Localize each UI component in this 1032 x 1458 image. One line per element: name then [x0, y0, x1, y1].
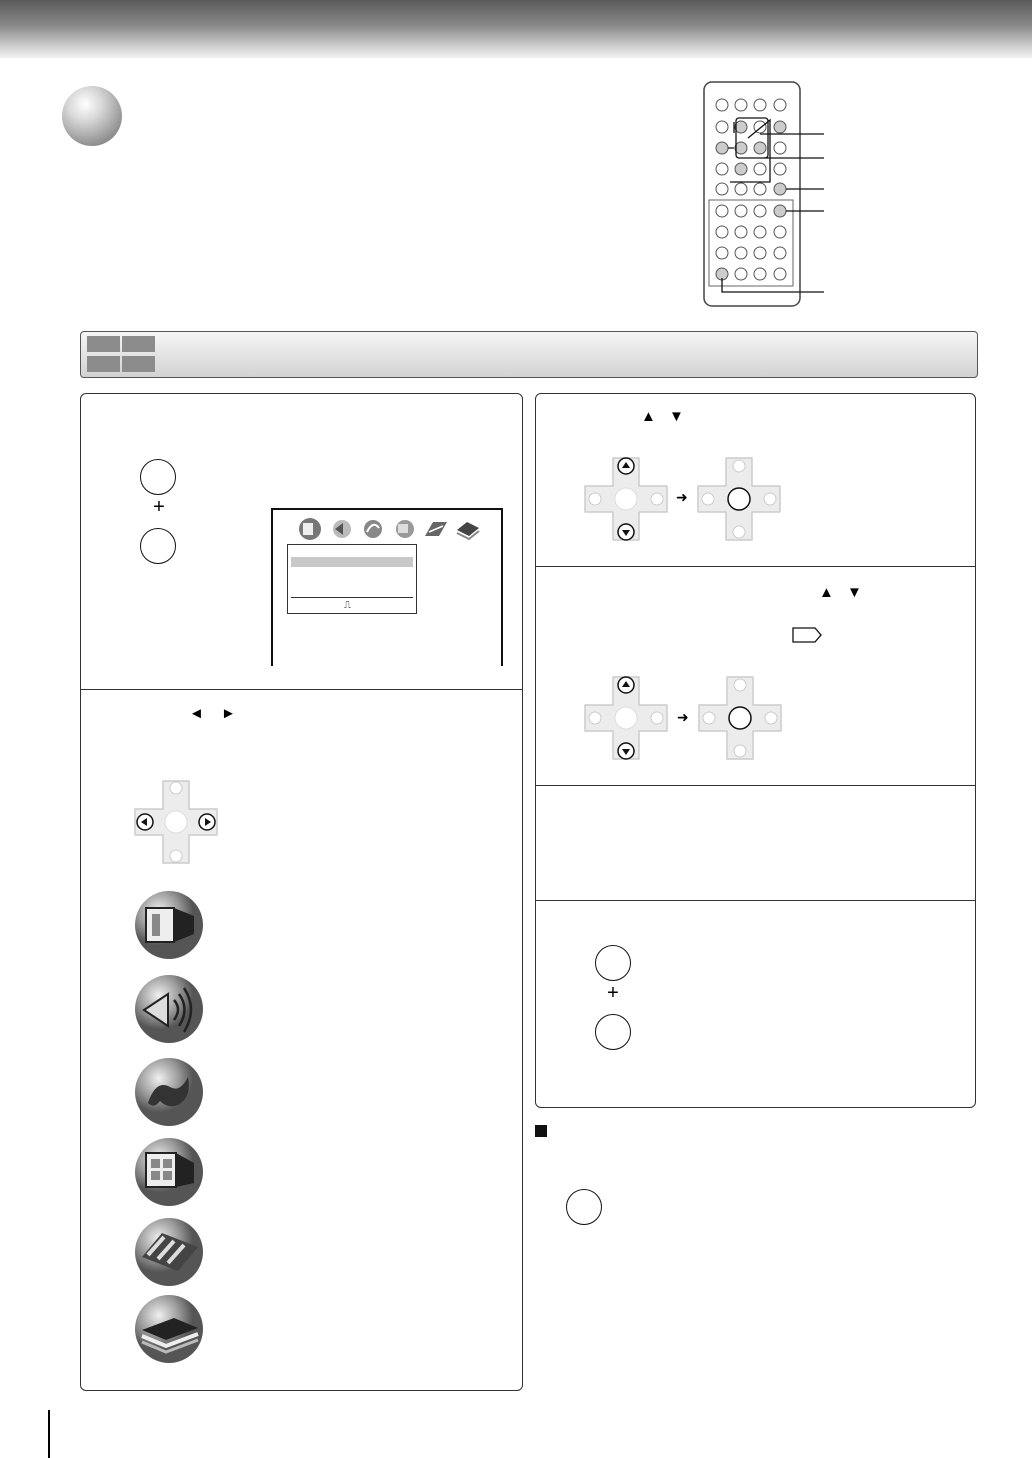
- operation-menu-icon: [134, 1217, 204, 1287]
- down-arrow-icon: ▼: [669, 408, 684, 425]
- section-marker-icon: [62, 86, 122, 146]
- operation-menu-icon: [425, 522, 447, 536]
- tag-label-icon: [792, 627, 822, 643]
- menu-button: [140, 528, 176, 564]
- direction-pad-icon: [695, 673, 785, 763]
- language-menu-icon: [364, 520, 382, 538]
- initial-setup-icon: [134, 1294, 204, 1364]
- audio-menu-icon: [134, 974, 204, 1044]
- language-menu-icon: [134, 1057, 204, 1127]
- plus-sign: +: [607, 982, 619, 1004]
- display-menu-icon: [134, 1137, 204, 1207]
- disc-badge: [122, 336, 155, 352]
- up-arrow-icon: ▲: [641, 408, 656, 425]
- disc-type-strip: [80, 331, 978, 378]
- disc-badge: [87, 356, 120, 372]
- up-arrow-icon: ▲: [819, 584, 834, 601]
- disc-badge: [87, 336, 120, 352]
- next-arrow-icon: ➜: [676, 489, 688, 505]
- setup-menu-screen: [271, 508, 503, 666]
- note-bullet: [535, 1125, 547, 1137]
- right-arrow-icon: ►: [221, 705, 236, 722]
- disc-badge: [122, 356, 155, 372]
- osd-footer-icon: ⎍: [344, 600, 351, 611]
- direction-pad-icon: [694, 454, 784, 544]
- osd-option-list: [287, 544, 417, 614]
- step-divider: [535, 785, 975, 786]
- next-arrow-icon: ➜: [677, 709, 689, 725]
- setup-button: [140, 459, 176, 495]
- audio-menu-icon: [333, 520, 351, 538]
- down-arrow-icon: ▼: [847, 584, 862, 601]
- left-arrow-icon: ◄: [189, 705, 204, 722]
- osd-highlight-bar: [291, 557, 413, 567]
- direction-pad-icon: [131, 777, 221, 867]
- setup-button: [595, 945, 631, 981]
- picture-menu-icon: [299, 518, 321, 540]
- return-button: [566, 1189, 602, 1225]
- direction-pad-icon: [581, 673, 671, 763]
- plus-sign: +: [153, 496, 165, 518]
- direction-pad-icon: [581, 454, 671, 544]
- menu-button: [595, 1014, 631, 1050]
- step-divider: [80, 689, 522, 690]
- step-divider: [535, 566, 975, 567]
- remote-control-icon: [700, 78, 830, 310]
- picture-menu-icon: [134, 890, 204, 960]
- page-margin-rule: [48, 1410, 50, 1458]
- step-divider: [535, 900, 975, 901]
- initial-setup-icon: [457, 522, 479, 539]
- osd-separator: [291, 597, 413, 598]
- header-band: [0, 0, 1032, 58]
- osd-icon-row: [297, 516, 487, 542]
- display-menu-icon: [396, 520, 414, 538]
